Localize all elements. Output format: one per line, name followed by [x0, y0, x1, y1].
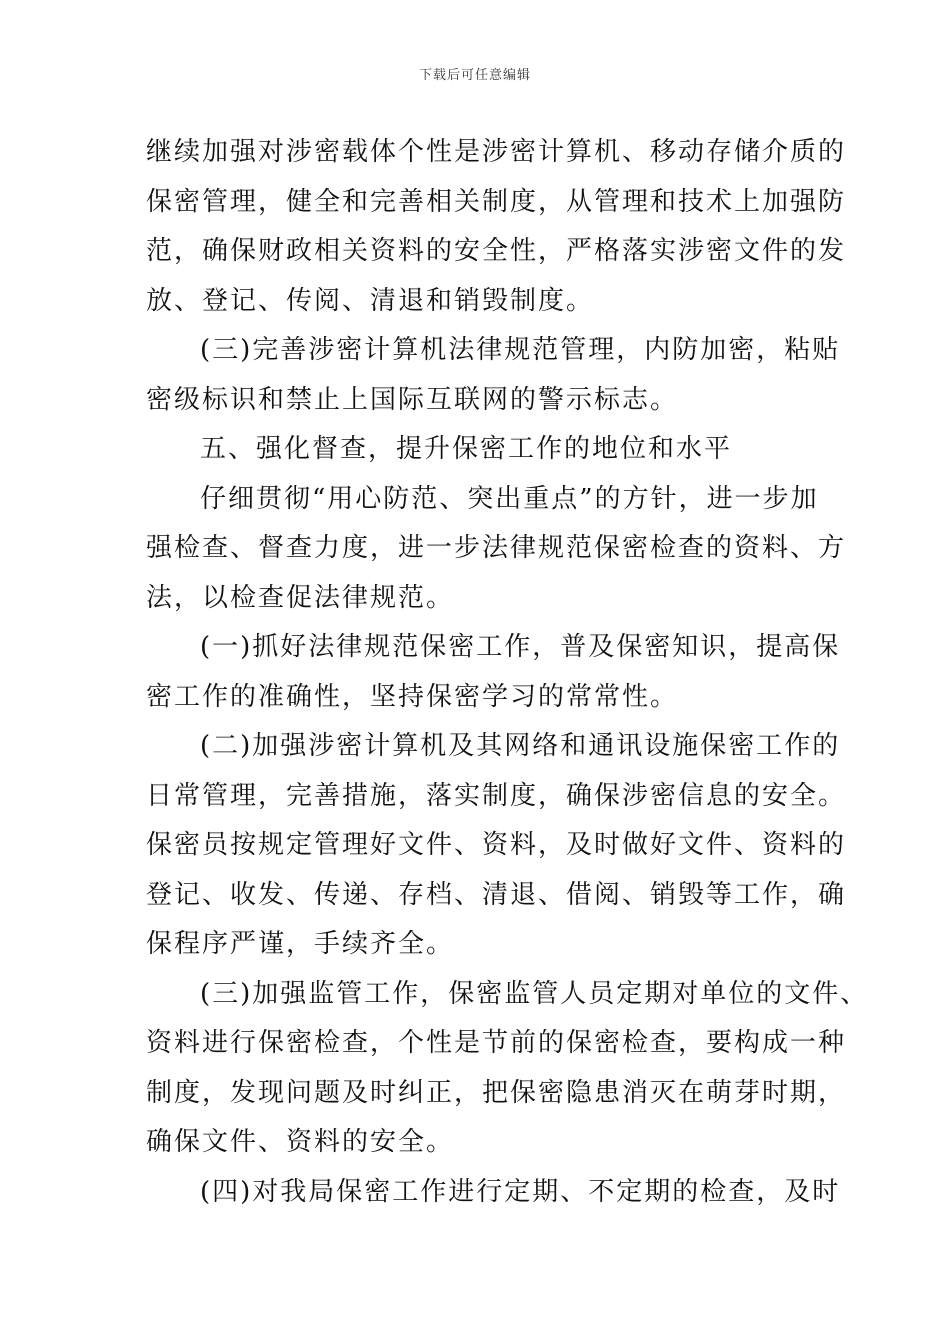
page-header: 下载后可任意编辑 [418, 68, 531, 83]
text-line: 法，以检查促法律规范。 [146, 582, 455, 613]
text-line: 仔细贯彻“用心防范、突出重点”的方针，进一步加 [200, 483, 819, 514]
text-line: (三)加强监管工作，保密监管人员定期对单位的文件、 [200, 978, 869, 1009]
text-line: 制度，发现问题及时纠正，把保密隐患消灭在萌芽时期， [146, 1077, 847, 1108]
text-line: 保密管理，健全和完善相关制度，从管理和技术上加强防 [146, 186, 847, 217]
text-line: (二)加强涉密计算机及其网络和通讯设施保密工作的 [200, 731, 841, 761]
text-line: 继续加强对涉密载体个性是涉密计算机、移动存储介质的 [146, 137, 847, 167]
text-line: 确保文件、资料的安全。 [146, 1127, 455, 1157]
text-line: 资料进行保密检查，个性是节前的保密检查，要构成一种 [146, 1028, 847, 1058]
text-line: 密工作的准确性，坚持保密学习的常常性。 [146, 681, 679, 712]
text-line: 保密员按规定管理好文件、资料，及时做好文件、资料的 [146, 830, 847, 860]
text-line: 强检查、督查力度，进一步法律规范保密检查的资料、方 [146, 533, 847, 563]
text-line: 范，确保财政相关资料的安全性，严格落实涉密文件的发 [146, 236, 847, 266]
text-line: 日常管理，完善措施，落实制度，确保涉密信息的安全。 [146, 780, 847, 811]
text-line: 保程序严谨，手续齐全。 [146, 929, 455, 959]
text-line: (三)完善涉密计算机法律规范管理，内防加密，粘贴 [200, 335, 841, 365]
document-body [146, 128, 869, 1217]
text-line: 密级标识和禁止上国际互联网的警示标志。 [146, 384, 679, 415]
text-line: (一)抓好法律规范保密工作，普及保密知识，提高保 [200, 632, 841, 662]
text-line: 放、登记、传阅、清退和销毁制度。 [146, 285, 595, 316]
text-line: (四)对我局保密工作进行定期、不定期的检查，及时 [200, 1176, 841, 1207]
text-line: 登记、收发、传递、存档、清退、借阅、销毁等工作，确 [146, 879, 847, 910]
section-heading: 五、强化督查，提升保密工作的地位和水平 [200, 434, 733, 464]
